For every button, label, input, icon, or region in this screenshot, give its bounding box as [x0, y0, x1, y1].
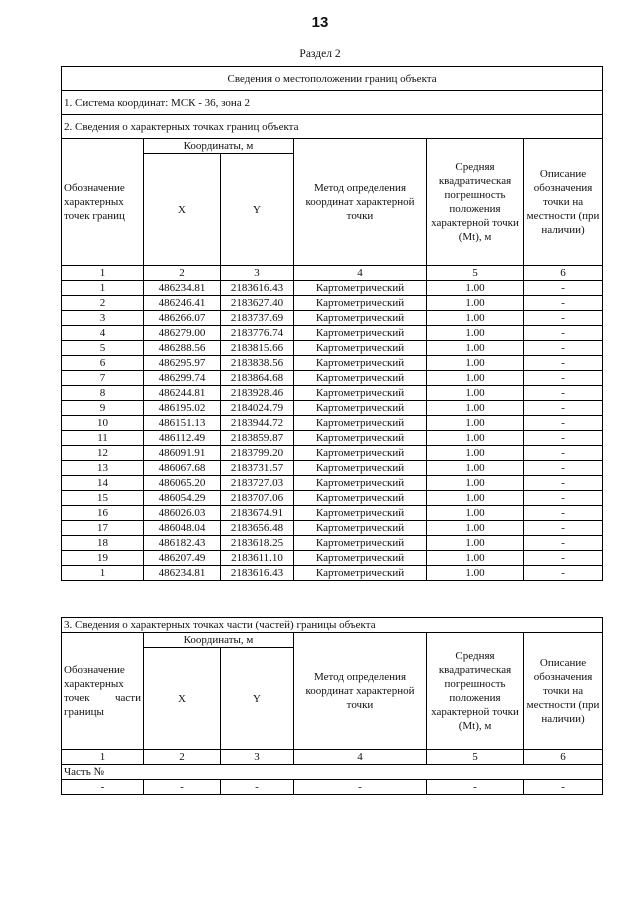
- point-x: 486295.97: [144, 356, 221, 371]
- point-description: -: [524, 521, 603, 536]
- point-error: 1.00: [427, 356, 524, 371]
- table-row: [62, 371, 603, 386]
- point-method: Картометрический: [294, 326, 427, 341]
- part-column-number: 5: [427, 750, 524, 765]
- point-error: 1.00: [427, 326, 524, 341]
- point-number: 4: [62, 326, 144, 341]
- header-designation: Обозначение характерных точек границ: [62, 139, 144, 266]
- point-number: 1: [62, 281, 144, 296]
- point-y: 2183776.74: [221, 326, 294, 341]
- point-method: Картометрический: [294, 536, 427, 551]
- point-description: -: [524, 476, 603, 491]
- point-method: Картометрический: [294, 401, 427, 416]
- table-row: [62, 506, 603, 521]
- header-coordinates: Координаты, м: [144, 139, 294, 154]
- table-row: [62, 281, 603, 296]
- part-header-error: Средняя квадратическая погрешность положения характерной точки (Mt), м: [427, 633, 524, 750]
- point-number: 7: [62, 371, 144, 386]
- table-row: [62, 521, 603, 536]
- point-number: 18: [62, 536, 144, 551]
- point-error: 1.00: [427, 476, 524, 491]
- table-row: [62, 461, 603, 476]
- column-number: 1: [62, 266, 144, 281]
- point-description: -: [524, 461, 603, 476]
- part-column-number: 6: [524, 750, 603, 765]
- table-row: [62, 386, 603, 401]
- point-y: 2183616.43: [221, 281, 294, 296]
- point-method: Картометрический: [294, 521, 427, 536]
- point-method: Картометрический: [294, 551, 427, 566]
- section-label: Раздел 2: [299, 48, 341, 60]
- point-error: 1.00: [427, 491, 524, 506]
- point-error: 1.00: [427, 521, 524, 536]
- point-y: 2183838.56: [221, 356, 294, 371]
- point-description: -: [524, 431, 603, 446]
- point-number: 16: [62, 506, 144, 521]
- point-y: 2183656.48: [221, 521, 294, 536]
- part-header-description: Описание обозначения точки на местности (при наличии): [524, 633, 603, 750]
- point-method: Картометрический: [294, 431, 427, 446]
- table-row: [62, 551, 603, 566]
- point-error: 1.00: [427, 386, 524, 401]
- table-row: [62, 491, 603, 506]
- point-method: Картометрический: [294, 566, 427, 581]
- point-method: Картометрический: [294, 386, 427, 401]
- point-number: 12: [62, 446, 144, 461]
- point-method: Картометрический: [294, 461, 427, 476]
- column-number: 5: [427, 266, 524, 281]
- point-error: 1.00: [427, 566, 524, 581]
- point-description: -: [524, 371, 603, 386]
- point-description: -: [524, 416, 603, 431]
- point-x: 486195.02: [144, 401, 221, 416]
- point-y: 2183731.57: [221, 461, 294, 476]
- point-description: -: [524, 281, 603, 296]
- point-y: 2183618.25: [221, 536, 294, 551]
- point-error: 1.00: [427, 536, 524, 551]
- part-column-number: 1: [62, 750, 144, 765]
- point-description: -: [524, 341, 603, 356]
- point-x: 486026.03: [144, 506, 221, 521]
- point-number: 2: [62, 296, 144, 311]
- point-number: 13: [62, 461, 144, 476]
- point-number: 6: [62, 356, 144, 371]
- point-description: -: [524, 491, 603, 506]
- header-x: X: [144, 154, 221, 266]
- point-description: -: [524, 356, 603, 371]
- part-empty-cell: -: [524, 780, 603, 795]
- point-x: 486065.20: [144, 476, 221, 491]
- point-x: 486234.81: [144, 566, 221, 581]
- point-number: 17: [62, 521, 144, 536]
- point-method: Картометрический: [294, 416, 427, 431]
- part-column-number: 4: [294, 750, 427, 765]
- point-method: Картометрический: [294, 476, 427, 491]
- point-y: 2183674.91: [221, 506, 294, 521]
- point-x: 486279.00: [144, 326, 221, 341]
- point-number: 9: [62, 401, 144, 416]
- part-column-number: 2: [144, 750, 221, 765]
- header-y: Y: [221, 154, 294, 266]
- point-method: Картометрический: [294, 356, 427, 371]
- point-x: 486054.29: [144, 491, 221, 506]
- part-label: Часть №: [62, 765, 603, 780]
- point-y: 2183627.40: [221, 296, 294, 311]
- point-number: 1: [62, 566, 144, 581]
- table-row: [62, 341, 603, 356]
- point-method: Картометрический: [294, 491, 427, 506]
- table-row: [62, 536, 603, 551]
- point-number: 8: [62, 386, 144, 401]
- point-error: 1.00: [427, 461, 524, 476]
- coordinate-system: 1. Система координат: МСК - 36, зона 2: [62, 91, 603, 115]
- column-number: 4: [294, 266, 427, 281]
- point-description: -: [524, 296, 603, 311]
- point-x: 486299.74: [144, 371, 221, 386]
- point-method: Картометрический: [294, 296, 427, 311]
- point-x: 486091.91: [144, 446, 221, 461]
- point-number: 15: [62, 491, 144, 506]
- point-error: 1.00: [427, 311, 524, 326]
- header-error: Средняя квадратическая погрешность положения характерной точки (Mt), м: [427, 139, 524, 266]
- point-number: 3: [62, 311, 144, 326]
- header-description: Описание обозначения точки на местности (при наличии): [524, 139, 603, 266]
- part-header-x: X: [144, 648, 221, 750]
- point-description: -: [524, 326, 603, 341]
- part-header-y: Y: [221, 648, 294, 750]
- part-column-number: 3: [221, 750, 294, 765]
- point-y: 2183815.66: [221, 341, 294, 356]
- point-y: 2184024.79: [221, 401, 294, 416]
- point-number: 14: [62, 476, 144, 491]
- point-y: 2183864.68: [221, 371, 294, 386]
- point-y: 2183944.72: [221, 416, 294, 431]
- point-method: Картометрический: [294, 281, 427, 296]
- table-row: [62, 326, 603, 341]
- point-method: Картометрический: [294, 371, 427, 386]
- table-row: [62, 311, 603, 326]
- point-number: 10: [62, 416, 144, 431]
- point-x: 486048.04: [144, 521, 221, 536]
- point-x: 486207.49: [144, 551, 221, 566]
- table-row: [62, 476, 603, 491]
- point-error: 1.00: [427, 551, 524, 566]
- column-number: 3: [221, 266, 294, 281]
- table-row: [62, 416, 603, 431]
- table-row: [62, 431, 603, 446]
- point-x: 486182.43: [144, 536, 221, 551]
- part-section-title: 3. Сведения о характерных точках части (частей) границы объекта: [62, 618, 603, 633]
- point-x: 486244.81: [144, 386, 221, 401]
- point-error: 1.00: [427, 281, 524, 296]
- point-number: 11: [62, 431, 144, 446]
- point-description: -: [524, 401, 603, 416]
- point-y: 2183737.69: [221, 311, 294, 326]
- point-y: 2183928.46: [221, 386, 294, 401]
- point-error: 1.00: [427, 506, 524, 521]
- boundary-table: [61, 66, 603, 581]
- point-y: 2183799.20: [221, 446, 294, 461]
- part-empty-cell: -: [221, 780, 294, 795]
- point-method: Картометрический: [294, 446, 427, 461]
- points-section-title: 2. Сведения о характерных точках границ объекта: [62, 115, 603, 139]
- point-description: -: [524, 311, 603, 326]
- point-y: 2183707.06: [221, 491, 294, 506]
- point-y: 2183616.43: [221, 566, 294, 581]
- header-method: Метод определения координат характерной точки: [294, 139, 427, 266]
- part-empty-cell: -: [294, 780, 427, 795]
- point-y: 2183727.03: [221, 476, 294, 491]
- point-description: -: [524, 566, 603, 581]
- part-empty-cell: -: [144, 780, 221, 795]
- point-error: 1.00: [427, 296, 524, 311]
- point-x: 486234.81: [144, 281, 221, 296]
- point-description: -: [524, 506, 603, 521]
- point-description: -: [524, 446, 603, 461]
- part-header-designation: Обозначение характерных точек части границы: [62, 633, 144, 750]
- table-row: [62, 356, 603, 371]
- point-description: -: [524, 386, 603, 401]
- column-number: 6: [524, 266, 603, 281]
- point-description: -: [524, 536, 603, 551]
- part-empty-cell: -: [427, 780, 524, 795]
- part-header-method: Метод определения координат характерной точки: [294, 633, 427, 750]
- point-x: 486246.41: [144, 296, 221, 311]
- point-x: 486288.56: [144, 341, 221, 356]
- point-y: 2183611.10: [221, 551, 294, 566]
- part-empty-cell: -: [62, 780, 144, 795]
- table-row: [62, 296, 603, 311]
- table-row: [62, 566, 603, 581]
- point-y: 2183859.87: [221, 431, 294, 446]
- point-method: Картометрический: [294, 341, 427, 356]
- point-error: 1.00: [427, 431, 524, 446]
- point-error: 1.00: [427, 446, 524, 461]
- point-number: 5: [62, 341, 144, 356]
- point-method: Картометрический: [294, 311, 427, 326]
- point-x: 486067.68: [144, 461, 221, 476]
- point-error: 1.00: [427, 371, 524, 386]
- page-number: 13: [311, 14, 329, 31]
- part-header-coordinates: Координаты, м: [144, 633, 294, 648]
- point-description: -: [524, 551, 603, 566]
- point-error: 1.00: [427, 341, 524, 356]
- part-boundary-table: [61, 617, 603, 795]
- point-method: Картометрический: [294, 506, 427, 521]
- point-error: 1.00: [427, 416, 524, 431]
- point-x: 486266.07: [144, 311, 221, 326]
- table-row: [62, 401, 603, 416]
- point-x: 486112.49: [144, 431, 221, 446]
- point-error: 1.00: [427, 401, 524, 416]
- column-number: 2: [144, 266, 221, 281]
- table-title: Сведения о местоположении границ объекта: [62, 67, 603, 91]
- table-row: [62, 446, 603, 461]
- point-x: 486151.13: [144, 416, 221, 431]
- point-number: 19: [62, 551, 144, 566]
